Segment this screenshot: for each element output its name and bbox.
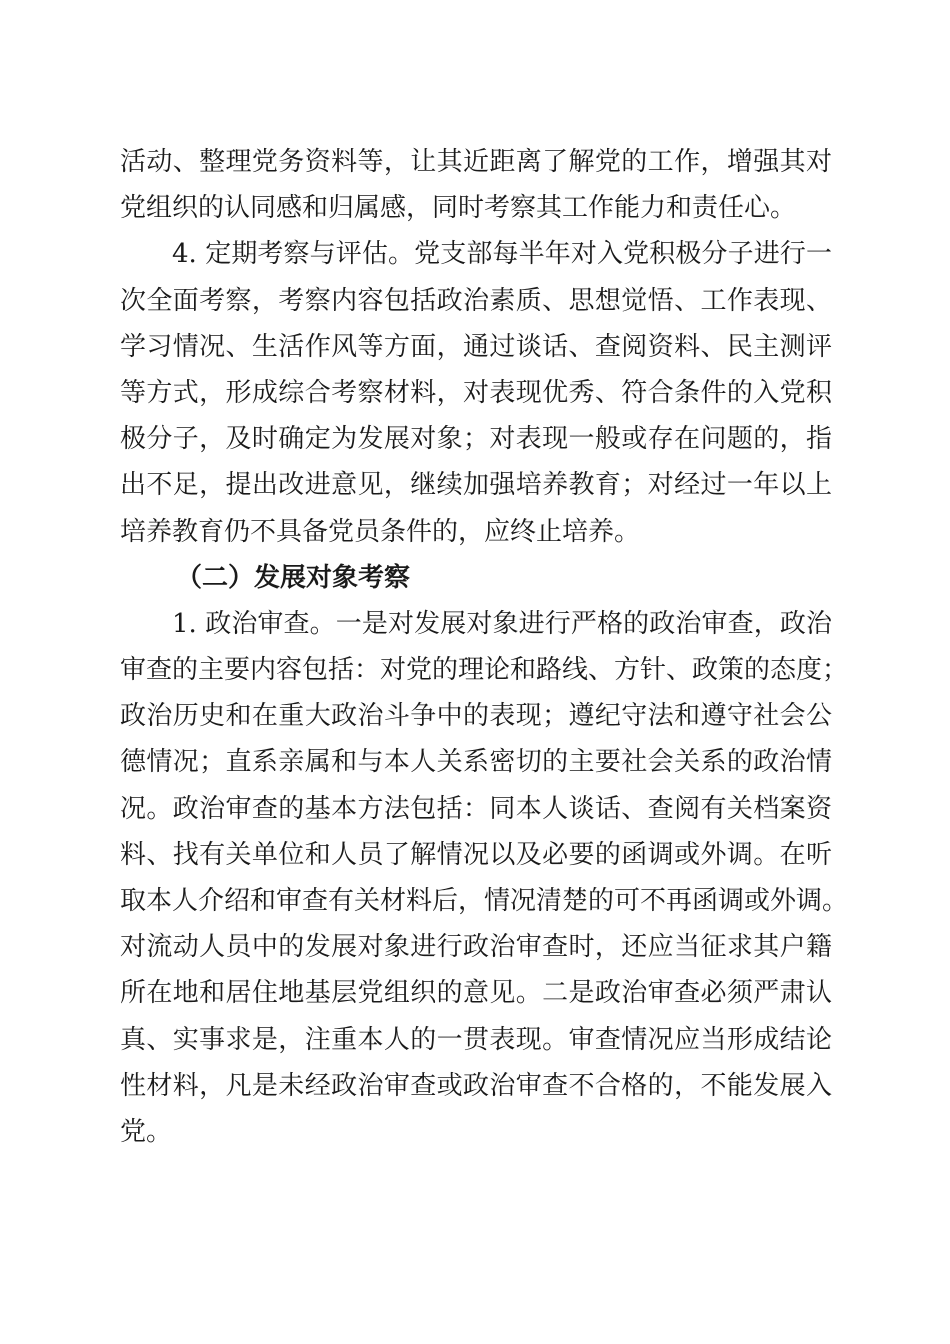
paragraph-line: 料、找有关单位和人员了解情况以及必要的函调或外调。在听 bbox=[120, 839, 832, 870]
paragraph-line: 4. 定期考察与评估。党支部每半年对入党积极分子进行一 bbox=[172, 239, 832, 270]
section-heading: （二）发展对象考察 bbox=[176, 562, 411, 593]
paragraph-line: 学习情况、生活作风等方面，通过谈话、查阅资料、民主测评 bbox=[120, 331, 832, 362]
paragraph-line: 真、实事求是，注重本人的一贯表现。审查情况应当形成结论 bbox=[120, 1024, 832, 1055]
paragraph-line: 政治历史和在重大政治斗争中的表现；遵纪守法和遵守社会公 bbox=[120, 701, 832, 732]
paragraph-line: 等方式，形成综合考察材料，对表现优秀、符合条件的入党积 bbox=[120, 377, 832, 408]
paragraph-line: 性材料，凡是未经政治审查或政治审查不合格的，不能发展入 bbox=[120, 1070, 832, 1101]
paragraph-line: 次全面考察，考察内容包括政治素质、思想觉悟、工作表现、 bbox=[120, 285, 832, 316]
paragraph-line: 党。 bbox=[120, 1116, 173, 1147]
paragraph-line: 出不足，提出改进意见，继续加强培养教育；对经过一年以上 bbox=[120, 470, 832, 501]
paragraph-line: 对流动人员中的发展对象进行政治审查时，还应当征求其户籍 bbox=[120, 932, 832, 963]
paragraph-line: 1. 政治审查。一是对发展对象进行严格的政治审查，政治 bbox=[172, 608, 832, 639]
paragraph-line: 审查的主要内容包括：对党的理论和路线、方针、政策的态度； bbox=[120, 655, 849, 686]
paragraph-line: 党组织的认同感和归属感，同时考察其工作能力和责任心。 bbox=[120, 193, 797, 224]
paragraph-line: 活动、整理党务资料等，让其近距离了解党的工作，增强其对 bbox=[120, 147, 832, 177]
paragraph-line: 培养教育仍不具备党员条件的，应终止培养。 bbox=[120, 516, 641, 547]
paragraph-line: 取本人介绍和审查有关材料后，情况清楚的可不再函调或外调。 bbox=[120, 886, 849, 916]
paragraph-line: 所在地和居住地基层党组织的意见。二是政治审查必须严肃认 bbox=[120, 978, 832, 1009]
document-body bbox=[120, 139, 849, 1155]
paragraph-line: 极分子，及时确定为发展对象；对表现一般或存在问题的，指 bbox=[120, 424, 832, 455]
paragraph-line: 况。政治审查的基本方法包括：同本人谈话、查阅有关档案资 bbox=[120, 793, 832, 824]
paragraph-line: 德情况；直系亲属和与本人关系密切的主要社会关系的政治情 bbox=[120, 747, 832, 778]
